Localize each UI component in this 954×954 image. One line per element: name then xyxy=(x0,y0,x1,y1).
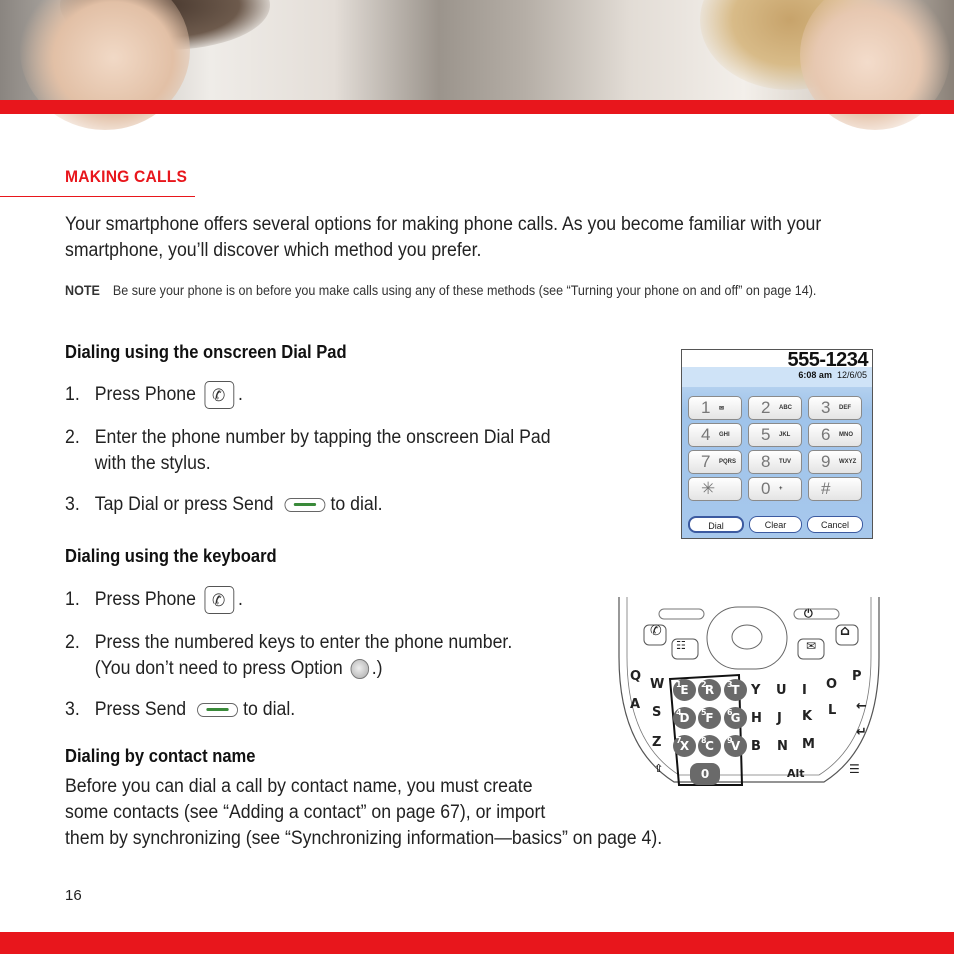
dialpad-key[interactable] xyxy=(808,396,862,420)
dialpad-key-digit: 9 xyxy=(821,452,831,471)
number-key[interactable] xyxy=(724,679,747,701)
zero-key[interactable]: 0 xyxy=(690,763,720,785)
step-text-cont: (You don’t need to press Option xyxy=(94,658,343,679)
number-key[interactable] xyxy=(673,707,696,729)
dialpad-key[interactable] xyxy=(688,423,742,447)
dial-button[interactable]: Dial xyxy=(688,516,744,533)
dialpad-key[interactable] xyxy=(748,450,802,474)
mail-key-icon: ✉ xyxy=(806,639,817,653)
number-key-letter: R xyxy=(704,683,715,697)
dialpad-screenshot xyxy=(681,349,873,539)
number-key-letter: F xyxy=(705,711,714,725)
step-number: 1. xyxy=(65,589,80,611)
letter-key[interactable]: W xyxy=(650,677,665,692)
phone-icon xyxy=(205,381,235,409)
calendar-key-icon: ☷ xyxy=(676,639,686,652)
letter-key[interactable]: J xyxy=(777,711,782,726)
dialpad-step-3 xyxy=(65,492,383,518)
step-text: Press the numbered keys to enter the phone number. xyxy=(94,632,513,653)
number-key[interactable] xyxy=(698,679,721,701)
contact-line: them by synchronizing (see “Synchronizing information—basics” on page 4). xyxy=(65,828,663,849)
letter-key[interactable]: B xyxy=(751,739,761,754)
letter-key[interactable]: L xyxy=(828,703,837,718)
dialpad-key-digit: 8 xyxy=(761,452,771,471)
dialpad-key[interactable] xyxy=(688,477,742,501)
step-number: 2. xyxy=(65,427,80,448)
dialpad-key-digit: 5 xyxy=(761,425,771,444)
dialpad-key-letters: TUV xyxy=(779,459,791,465)
contact-line: some contacts (see “Adding a contact” on page 67), or import xyxy=(65,802,546,823)
dialpad-key-digit: 3 xyxy=(821,398,831,417)
letter-key[interactable]: Z xyxy=(652,735,662,750)
number-key-letter: D xyxy=(679,711,690,725)
number-key-letter: G xyxy=(730,711,741,725)
dialpad-number: 555-1234 xyxy=(787,349,868,371)
dialpad-key-digit: 0 xyxy=(761,479,771,498)
step-text-cont: with the stylus. xyxy=(94,453,211,474)
dialpad-key[interactable] xyxy=(808,450,862,474)
top-red-bar xyxy=(0,100,954,114)
dialpad-key-letters: GHI xyxy=(719,432,730,438)
step-number: 3. xyxy=(65,494,80,515)
phone-key-icon: ✆ xyxy=(650,623,662,639)
contact-heading: Dialing by contact name xyxy=(65,746,256,766)
keyboard-step-3 xyxy=(65,697,295,723)
number-key[interactable] xyxy=(724,735,747,757)
dialpad-key-letters: MNO xyxy=(839,432,853,438)
alt-key[interactable]: Alt xyxy=(787,767,805,780)
option-key-icon xyxy=(350,659,369,679)
letter-key[interactable]: Y xyxy=(751,683,761,698)
step-text: Tap Dial or press Send xyxy=(94,494,274,515)
step-text: Enter the phone number by tapping the onscreen Dial Pad xyxy=(94,427,551,448)
dialpad-key-digit: 1 xyxy=(701,398,711,417)
dialpad-key[interactable] xyxy=(748,477,802,501)
number-key-digit: 2 xyxy=(701,680,707,689)
number-key-digit: 9 xyxy=(727,736,733,745)
number-key[interactable] xyxy=(673,735,696,757)
dialpad-key-digit: 6 xyxy=(821,425,831,444)
number-key[interactable] xyxy=(673,679,696,701)
note-paragraph xyxy=(65,282,883,300)
number-key-digit: 6 xyxy=(727,708,733,717)
step-text-after: . xyxy=(238,589,243,611)
dialpad-key-letters: PQRS xyxy=(719,459,737,465)
letter-key[interactable]: P xyxy=(852,669,862,684)
clear-button[interactable]: Clear xyxy=(749,516,802,533)
letter-key[interactable]: A xyxy=(630,697,641,712)
power-key-icon: ⏻ xyxy=(804,607,813,620)
section-title: MAKING CALLS xyxy=(65,167,188,186)
dialpad-key-digit: ✳ xyxy=(701,479,716,498)
dialpad-key-digit: 2 xyxy=(761,398,771,417)
dialpad-key[interactable] xyxy=(808,423,862,447)
note-text: Be sure your phone is on before you make calls using any of these methods (see “Turning your phone on and off” on page 14). xyxy=(112,283,817,298)
dialpad-key[interactable] xyxy=(688,396,742,420)
dialpad-key-letters: + xyxy=(779,486,783,492)
dialpad-key[interactable] xyxy=(748,423,802,447)
letter-key[interactable]: O xyxy=(826,677,838,692)
shift-key-icon: ⇧ xyxy=(654,762,664,775)
step-number: 3. xyxy=(65,699,80,720)
step-text: Press Phone xyxy=(94,384,196,406)
dialpad-step-1 xyxy=(65,381,243,409)
keyboard-illustration xyxy=(614,597,884,787)
number-key-letter: E xyxy=(680,683,689,697)
enter-key-icon: ↵ xyxy=(856,725,867,740)
number-key[interactable] xyxy=(724,707,747,729)
number-key-letter: V xyxy=(730,739,741,753)
bottom-red-bar xyxy=(0,932,954,954)
dialpad-key[interactable] xyxy=(808,477,862,501)
letter-key[interactable]: U xyxy=(776,683,787,698)
dialpad-key-digit: 7 xyxy=(701,452,711,471)
step-text-after: to dial. xyxy=(243,699,296,720)
cancel-button[interactable]: Cancel xyxy=(807,516,863,533)
letter-key[interactable]: M xyxy=(802,737,815,752)
dialpad-key-digit: 4 xyxy=(701,425,711,444)
letter-key[interactable]: H xyxy=(751,711,762,726)
step-number: 2. xyxy=(65,632,80,653)
number-key-digit: 8 xyxy=(701,736,707,745)
number-key-letter: T xyxy=(731,683,740,697)
letter-key[interactable]: S xyxy=(652,705,662,720)
dialpad-key-letters: ✉ xyxy=(719,406,725,412)
dialpad-key[interactable] xyxy=(748,396,802,420)
number-key-digit: 7 xyxy=(676,736,682,745)
dialpad-key-letters: JKL xyxy=(779,432,791,438)
dialpad-key-letters: ABC xyxy=(779,405,792,411)
note-label: NOTE xyxy=(65,283,100,298)
number-key-digit: 1 xyxy=(676,680,682,689)
step-text: Press Phone xyxy=(94,589,196,611)
dialpad-key-letters: DEF xyxy=(839,405,851,411)
dialpad-heading: Dialing using the onscreen Dial Pad xyxy=(65,342,347,362)
section-rule xyxy=(0,196,195,197)
letter-key[interactable]: I xyxy=(802,683,807,698)
letter-key[interactable]: K xyxy=(802,709,813,724)
step-text-cont-end: .) xyxy=(371,658,383,679)
page-number: 16 xyxy=(65,887,82,904)
keyboard-step-2 xyxy=(65,630,512,682)
contact-line: Before you can dial a call by contact name, you must create xyxy=(65,776,533,797)
step-text: Press Send xyxy=(94,699,187,720)
send-icon xyxy=(197,703,238,717)
dialpad-timestamp xyxy=(798,370,867,380)
number-key-letter: X xyxy=(679,739,690,753)
step-number: 1. xyxy=(65,384,80,406)
step-text-after: to dial. xyxy=(330,494,383,515)
number-key[interactable] xyxy=(698,735,721,757)
dialpad-time: 6:08 am xyxy=(798,370,832,380)
header-photo-banner xyxy=(0,0,954,100)
dialpad-key-letters: WXYZ xyxy=(839,459,857,465)
dialpad-key-digit: # xyxy=(821,479,831,498)
letter-key[interactable]: N xyxy=(777,739,788,754)
keyboard-step-1 xyxy=(65,586,243,614)
number-key[interactable] xyxy=(698,707,721,729)
phone-icon xyxy=(205,586,235,614)
dialpad-date: 12/6/05 xyxy=(836,370,867,380)
send-icon xyxy=(284,498,325,512)
number-key-letter: C xyxy=(705,739,714,753)
dialpad-step-2 xyxy=(65,425,551,477)
letter-key[interactable]: Q xyxy=(630,669,642,684)
number-key-digit: 4 xyxy=(676,708,682,717)
step-text-after: . xyxy=(238,384,243,406)
home-key-icon: ⌂ xyxy=(840,623,851,639)
intro-paragraph: Your smartphone offers several options for making phone calls. As you become familiar with your smartphone, you’ll discover which method you prefer. xyxy=(65,214,822,261)
keyboard-heading: Dialing using the keyboard xyxy=(65,546,277,566)
dialpad-key[interactable] xyxy=(688,450,742,474)
menu-key-icon: ☰ xyxy=(849,762,860,776)
number-key-digit: 3 xyxy=(727,680,733,689)
backspace-key-icon: ← xyxy=(856,699,867,714)
number-key-digit: 5 xyxy=(701,708,707,717)
